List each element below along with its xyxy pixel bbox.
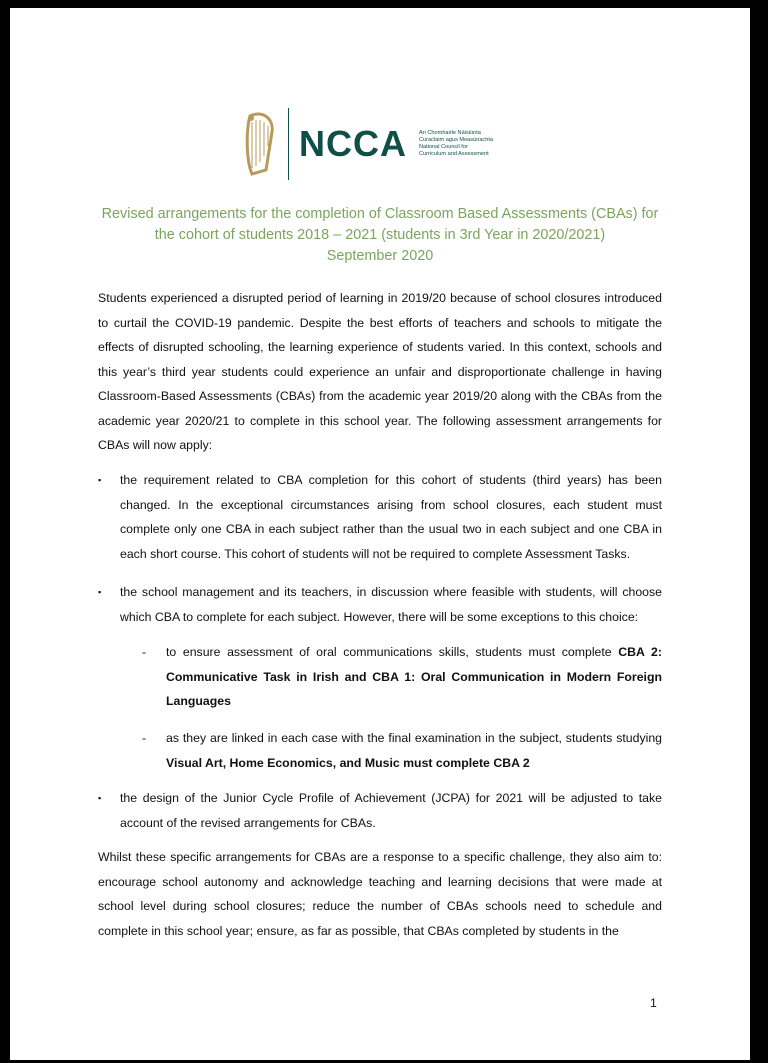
closing-paragraph: Whilst these specific arrangements for CBAs are a response to a specific challenge, they also aim to: encourage school autonomy and acknowledge teaching and learning decisions that were made at school level during school closures; reduce the number of CBAs schools need to schedule and complete in this school year; ensure, as far as possible, that CBAs completed by students in the bbox=[98, 850, 662, 938]
logo-tagline bbox=[419, 130, 493, 158]
bullet-text: the school management and its teachers, in discussion where feasible with students, will choose which CBA to complete for each subject. However, there will be some exceptions to this choice: bbox=[120, 585, 662, 624]
bullet-text: the requirement related to CBA completion for this cohort of students (third years) has been changed. In the exceptional circumstances arising from school closures, each student must complete only one CBA in each subject rather than the usual two in each subject and one CBA in each short course. This cohort of students will not be required to complete Assessment Tasks. bbox=[120, 473, 662, 561]
sub-bullet-text bbox=[166, 640, 662, 714]
title-line-2: the cohort of students 2018 – 2021 (students in 3rd Year in 2020/2021) bbox=[154, 227, 606, 243]
sub-bullet-bold: CBA 2: Communicative Task in Irish and CBA 1: Oral Communication in Modern Foreign Languages bbox=[166, 645, 662, 708]
sub-bullet-plain: as they are linked in each case with the final examination in the subject, students studying bbox=[166, 731, 662, 745]
document-page bbox=[10, 8, 750, 1060]
sub-bullet-text bbox=[166, 726, 662, 775]
document-title bbox=[50, 204, 710, 267]
ncca-logo bbox=[228, 88, 536, 200]
sub-bullet-item bbox=[142, 726, 662, 775]
bullet-marker: ▪ bbox=[98, 475, 102, 485]
title-line-1: Revised arrangements for the completion of Classroom Based Assessments (CBAs) for bbox=[101, 206, 659, 222]
bullet-marker: ▪ bbox=[98, 587, 102, 597]
bullet-item bbox=[98, 580, 662, 629]
intro-paragraph: Students experienced a disrupted period of learning in 2019/20 because of school closures introduced to curtail the COVID-19 pandemic. Despite the best efforts of teachers and schools to mitigate the effects of disrupted schooling, the learning experience of students varied. In this context, schools and this year’s third year students could experience an unfair and disproportionate challenge in having Classroom-Based Assessments (CBAs) from the academic year 2019/20 along with the CBAs from the academic year 2020/21 to complete in this school year. The following assessment arrangements for CBAs will now apply: bbox=[98, 291, 662, 452]
sub-bullet-item bbox=[142, 640, 662, 714]
title-date: September 2020 bbox=[326, 248, 434, 264]
page-number: 1 bbox=[650, 996, 657, 1010]
harp-icon bbox=[242, 110, 278, 178]
sub-bullet-bold: Visual Art, Home Economics, and Music must complete CBA 2 bbox=[166, 755, 530, 770]
bullet-item bbox=[98, 468, 662, 566]
tagline-line: An Chomhairle Náisiúnta bbox=[419, 130, 481, 136]
tagline-line: Curaclaim agus Measúnachta bbox=[419, 137, 493, 143]
logo-divider bbox=[288, 108, 289, 180]
bullet-marker: ▪ bbox=[98, 793, 102, 803]
tagline-line: National Council for bbox=[419, 144, 468, 150]
dash-marker: - bbox=[142, 731, 147, 745]
bullet-text: the design of the Junior Cycle Profile of Achievement (JCPA) for 2021 will be adjusted to take account of the revised arrangements for CBAs. bbox=[120, 791, 662, 830]
sub-bullet-plain: to ensure assessment of oral communications skills, students must complete bbox=[166, 645, 619, 659]
bullet-item bbox=[98, 786, 662, 835]
tagline-line: Curriculum and Assessment bbox=[419, 151, 489, 157]
dash-marker: - bbox=[142, 645, 147, 659]
ncca-wordmark: NCCA bbox=[299, 123, 407, 164]
